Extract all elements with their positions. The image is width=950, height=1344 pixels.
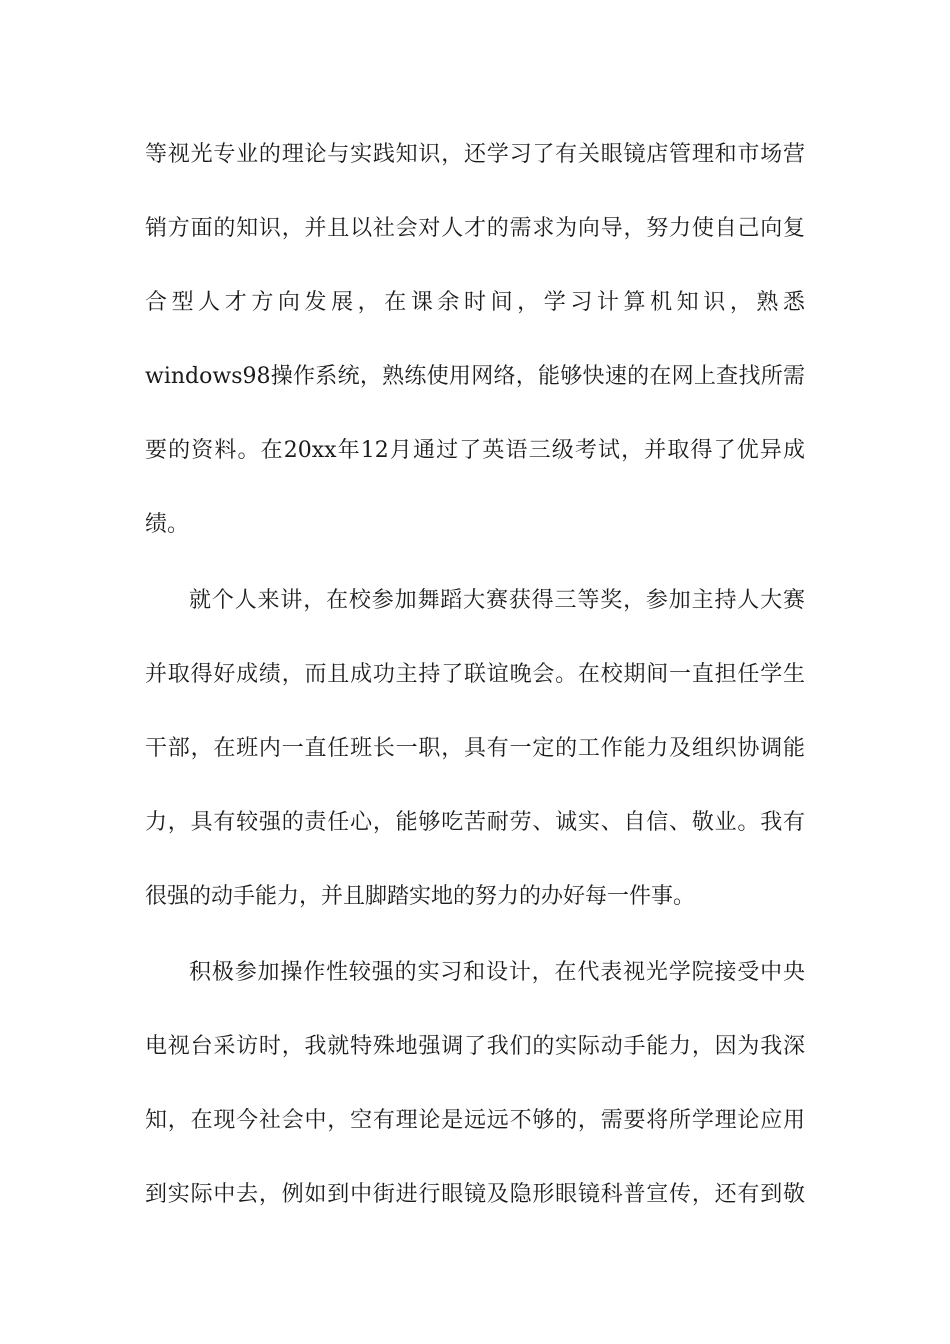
paragraph-3-line-1: 积极参加操作性较强的实习和设计，在代表视光学院接受中央 [189,960,805,985]
paragraph-2-line-4: 力，具有较强的责任心，能够吃苦耐劳、诚实、自信、敬业。我有 [145,810,805,835]
paragraph-2-line-3: 干部，在班内一直任班长一职，具有一定的工作能力及组织协调能 [145,736,805,761]
text-line-1: 等视光专业的理论与实践知识，还学习了有关眼镜店管理和市场营 [145,142,805,167]
text-line-3: 合型人才方向发展，在课余时间，学习计算机知识，熟悉 [145,290,805,315]
paragraph-2-line-1: 就个人来讲，在校参加舞蹈大赛获得三等奖，参加主持人大赛 [189,588,805,613]
paragraph-2-line-2: 并取得好成绩，而且成功主持了联谊晚会。在校期间一直担任学生 [145,662,805,687]
paragraph-3-line-4: 到实际中去，例如到中街进行眼镜及隐形眼镜科普宣传，还有到敬 [145,1182,805,1207]
text-line-4: windows98操作系统，熟练使用网络，能够快速的在网上查找所需 [145,364,805,389]
paragraph-2-line-5: 很强的动手能力，并且脚踏实地的努力的办好每一件事。 [145,884,696,909]
text-line-5: 要的资料。在20xx年12月通过了英语三级考试，并取得了优异成 [145,438,805,463]
text-line-6: 绩。 [145,512,190,537]
text-line-2: 销方面的知识，并且以社会对人才的需求为向导，努力使自己向复 [145,216,805,241]
paragraph-3-line-2: 电视台采访时，我就特殊地强调了我们的实际动手能力，因为我深 [145,1034,805,1059]
paragraph-3-line-3: 知，在现今社会中，空有理论是远远不够的，需要将所学理论应用 [145,1108,805,1133]
